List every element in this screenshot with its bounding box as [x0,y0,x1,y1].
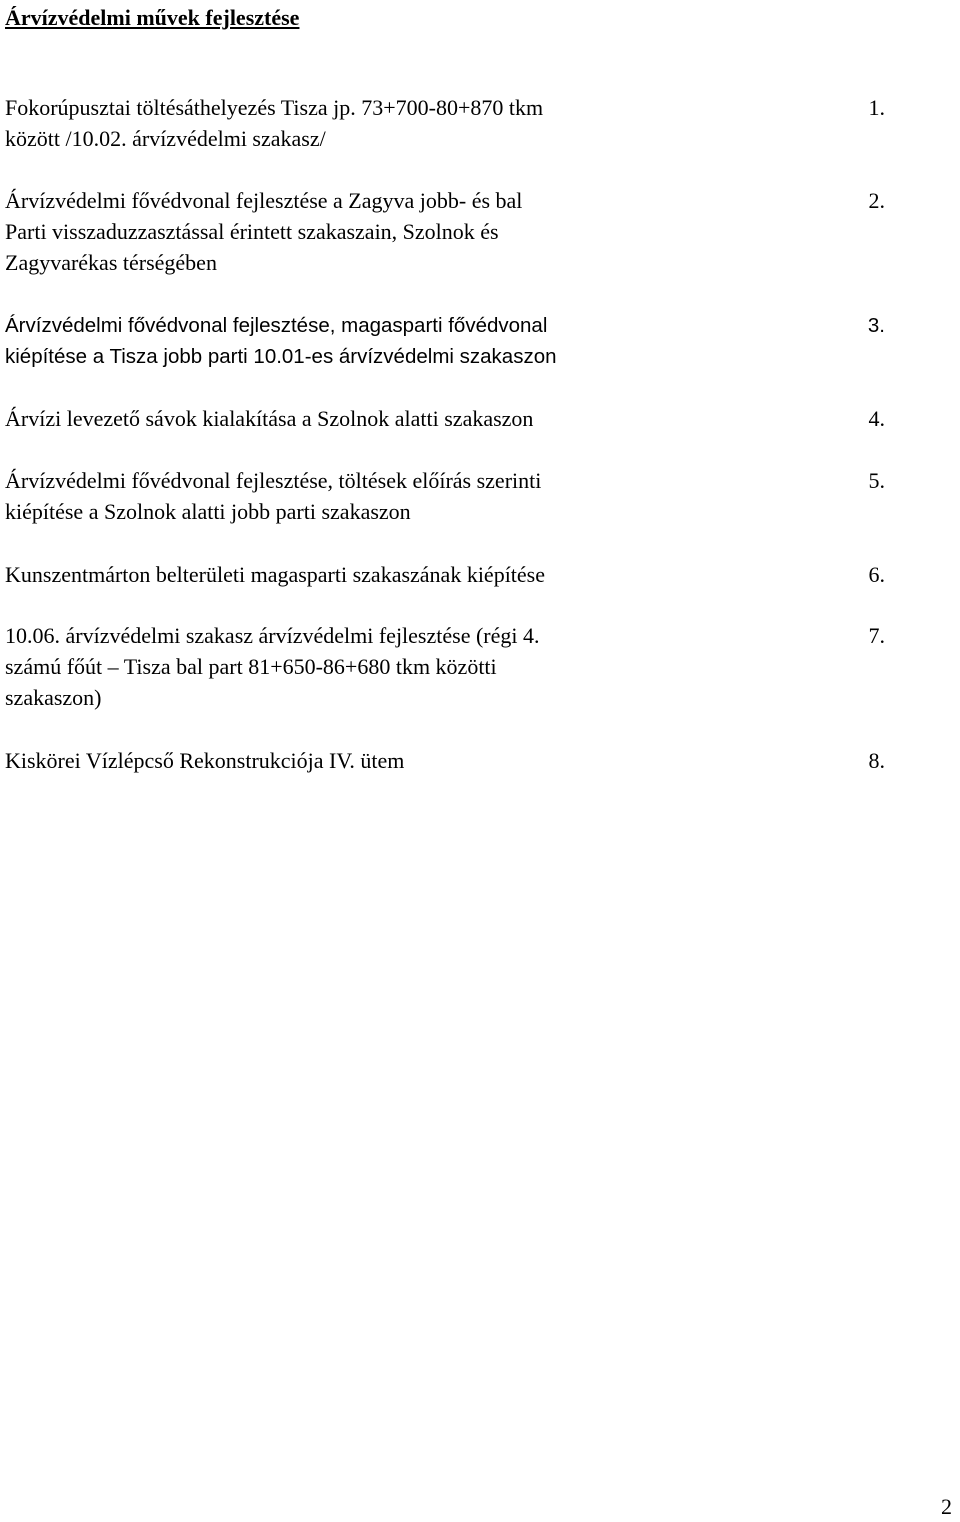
list-item-text: Árvízvédelmi fővédvonal fejlesztése, töltések előírás szerinti kiépítése a Szolnok alatti jobb parti szakaszon [5,468,542,524]
page-heading: Árvízvédelmi művek fejlesztése [5,5,300,30]
list-item-number: 3. [867,314,885,337]
list-item-number: 1. [868,95,885,120]
list-item-number: 2. [868,188,885,213]
list-item-number: 6. [868,562,885,587]
list-item-number: 7. [868,623,885,648]
list-item-text: Árvízvédelmi fővédvonal fejlesztése a Zagyva jobb- és bal Parti visszaduzzasztással érintett szakaszain, Szolnok és Zagyvarékas térségében [5,188,523,275]
list-item-text: Kunszentmárton belterületi magasparti szakaszának kiépítése [5,562,546,587]
list-item-number: 4. [868,406,885,431]
page-number: 2 [941,1494,952,1519]
list-item-text: Árvízi levezető sávok kialakítása a Szolnok alatti szakaszon [5,406,534,431]
list-item-text: Fokorúpusztai töltésáthelyezés Tisza jp. 73+700-80+870 tkm között /10.02. árvízvédelmi szakasz/ [5,95,544,151]
list-item-text: 10.06. árvízvédelmi szakasz árvízvédelmi fejlesztése (régi 4. számú főút – Tisza bal part 81+650-86+680 tkm közötti szakaszon) [5,623,540,710]
list-item-text: Kiskörei Vízlépcső Rekonstrukciója IV. ütem [5,748,405,773]
list-item-text: Árvízvédelmi fővédvonal fejlesztése, magasparti fővédvonal kiépítése a Tisza jobb parti 10.01-es árvízvédelmi szakaszon [5,314,557,368]
list-item-number: 8. [868,748,885,773]
list-item-number: 5. [868,468,885,493]
